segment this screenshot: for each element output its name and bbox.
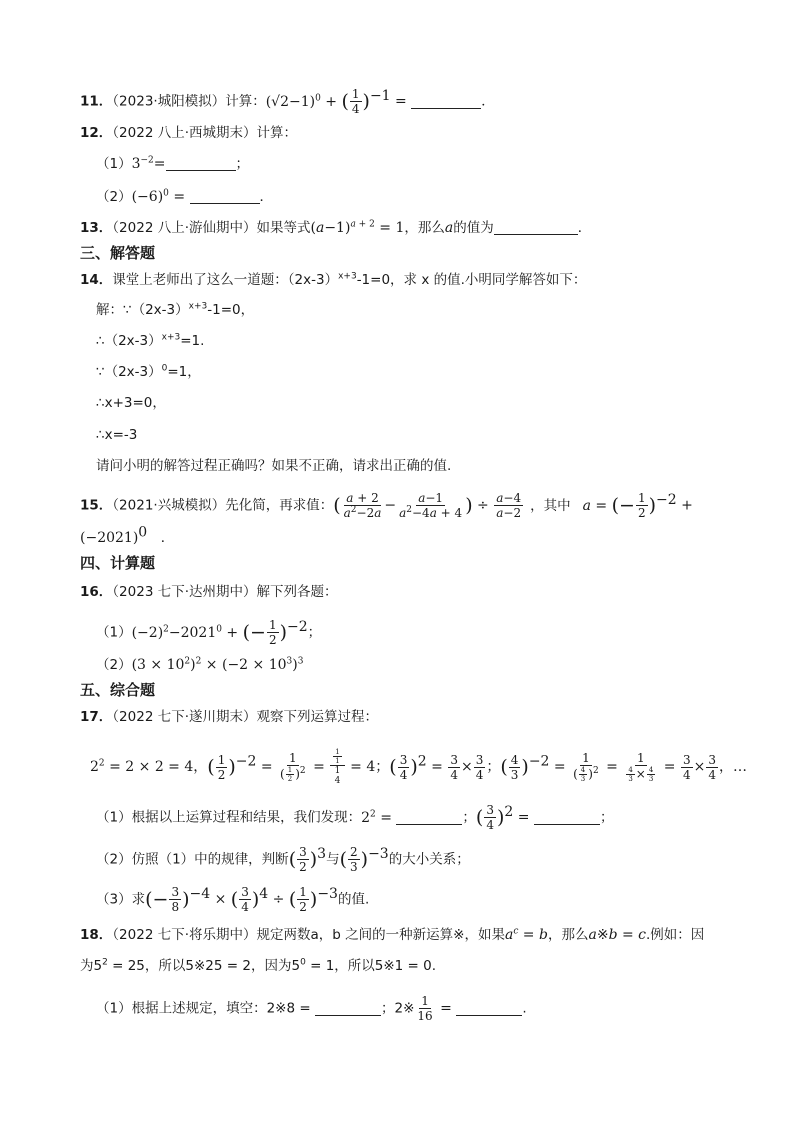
solution-step: $\because(2x-3)^0=1$，: [96, 363, 201, 380]
question-source: （2022 七下·遂川期末）: [112, 709, 257, 725]
question-17-part-3: （3）求(− $\frac{3}{8}$ )$^{-4}$ × ( $\frac{3}{4}$ )$^4$ ÷ ( $\frac{1}{2}$ )$^{-3}$的值.: [96, 885, 370, 914]
question-source: （2022 八上·西城期末）: [112, 125, 257, 141]
question-16-part-2: $(2)(3 \times 10^2)^2 \times (-2 \times 10^3)^3$: [96, 656, 304, 673]
question-12-part-2: $(2)(-6)^0$ = ．: [96, 188, 274, 205]
question-source: （2023 七下·达州期中）: [112, 584, 257, 600]
question-text: 计算：: [256, 125, 297, 141]
question-12-part-1: $(1)3^{-2}=$ ；: [96, 155, 250, 172]
question-number: 14．: [80, 272, 113, 288]
answer-blank[interactable]: [534, 810, 600, 825]
solution-step: 解：$\because(2x-3)^{x+3}-1=0$，: [96, 301, 255, 318]
fraction: $\frac{a-4}{a-2}$: [496, 491, 522, 520]
answer-blank[interactable]: [411, 94, 481, 109]
question-17: 17．（2022 七下·遂川期末）观察下列运算过程：: [80, 709, 378, 725]
answer-blank[interactable]: [456, 1001, 522, 1016]
question-number: 12．: [80, 125, 113, 141]
section-heading-4: 四、计算题: [80, 554, 156, 572]
answer-blank[interactable]: [396, 810, 462, 825]
question-12: [80, 123, 297, 143]
question-source: （2022 八上·游仙期中）: [112, 220, 257, 236]
question-source: （2023·城阳模拟）: [112, 93, 226, 110]
answer-blank[interactable]: [494, 220, 578, 235]
fraction: $\frac{a + 2}{a^2-2a}$: [343, 491, 382, 520]
question-16: 16．（2023 七下·达州期中）解下列各题：: [80, 584, 338, 600]
solution-step: ∴x=-3: [96, 427, 138, 443]
question-15-continued: $(-2021)^0$ ．: [80, 524, 175, 546]
question-17-part-2: （2）仿照（1）中的规律，判断( $\frac{3}{2}$ )$^3$与( $\frac{2}{3}$ )$^{-3}$的大小关系；: [96, 845, 470, 874]
question-number: 17．: [80, 709, 113, 725]
question-number: 18．: [80, 927, 113, 943]
solution-step: ∴x+3=0，: [96, 395, 166, 411]
answer-blank[interactable]: [166, 156, 236, 171]
math-expression: $(√2-1)^0$ +: [265, 92, 342, 110]
question-text: 计算：: [225, 93, 266, 110]
question-number: 15．: [80, 497, 113, 514]
question-number: 16．: [80, 584, 113, 600]
answer-blank[interactable]: [315, 1001, 381, 1016]
fraction: $\frac{1}{2}$: [637, 491, 646, 520]
question-number: 11．: [80, 93, 113, 110]
question-source: （2021·兴城模拟）: [112, 497, 226, 514]
question-11: 11．（2023·城阳模拟）计算：$(√2-1)^0$ + ( $\frac{1}{4}$ )$^{-1}$ = ．: [80, 87, 495, 116]
question-16-part-1: $(1)(-2)^2-2021^0$ + (− $\frac{1}{2}$ )$^{-2}$；: [96, 618, 322, 647]
fraction: $\frac{1}{4}$: [351, 87, 360, 116]
question-13: 13．（2022 八上·游仙期中）如果等式$(a-1)^{a + 2} = 1$，那么a的值为 ．: [80, 219, 592, 236]
question-number: 13．: [80, 220, 113, 236]
example-computation: $2^2 = 2 \times 2 = 4$，( $\frac{1}{2}$ )$^{-2}$ = 1 ( $\frac{1}{2}$ )$^2$ = $\frac{1}{1}$ 1 4 = 4；( $\frac{3}{4}$ )$^2$ = $\frac{3}{4}$ × $\frac{3}{4}$ ；( $\frac{4}{3}$ )$^{-2}$ = 1 ( $\frac{4}{3}$ )$^2$ = 1 $\frac{4}{3}$ × $\frac{4}{3}$ = $\frac{3}{4}$ × $\frac{3}{4}$ ，…: [90, 748, 747, 786]
solution-step: $\therefore(2x-3)^{x+3}=1$.: [96, 332, 205, 349]
section-heading-3: 三、解答题: [80, 244, 156, 262]
question-18-part-1: （1）根据上述规定，填空：2※8 = ；2※ $\frac{1}{16}$ = .: [96, 994, 527, 1023]
fraction: $\frac{1}{2}$: [268, 618, 277, 647]
question-source: （2022 七下·将乐期中）: [112, 927, 257, 943]
question-17-part-1: （1）根据以上运算过程和结果，我们发现：$2^2$ = ；( $\frac{3}{4}$ )$^2$ = ；: [96, 803, 614, 832]
question-15: 15．（2021·兴城模拟）先化简，再求值：( $\frac{a + 2}{a^2-2a}$ − $\frac{a-1}{a^2-4a + 4}$ ) ÷ $\frac{a-4}{a-2}$ ，其中 a = (− $\frac{1}{2}$ )$^{-2}$ +: [80, 491, 693, 520]
question-18: 18．（2022 七下·将乐期中）规定两数a，b 之间的一种新运算※，如果$a^c = b$，那么a※b = c.例如：因: [80, 926, 705, 943]
question-14-prompt: 请问小明的解答过程正确吗？如果不正确，请求出正确的值.: [96, 458, 452, 474]
section-heading-5: 五、综合题: [80, 681, 156, 699]
fraction: $\frac{a-1}{a^2-4a + 4}$: [399, 491, 463, 520]
answer-blank[interactable]: [190, 189, 260, 204]
question-14: 14．课堂上老师出了这么一道题：$(2x-3)^{x+3}-1=0$，求 x 的值.小明同学解答如下：: [80, 271, 587, 288]
question-18-line-2: 为$5^2 = 25$，所以5※25 = 2，因为$5^0 = 1$，所以5※1 = 0.: [80, 957, 437, 974]
